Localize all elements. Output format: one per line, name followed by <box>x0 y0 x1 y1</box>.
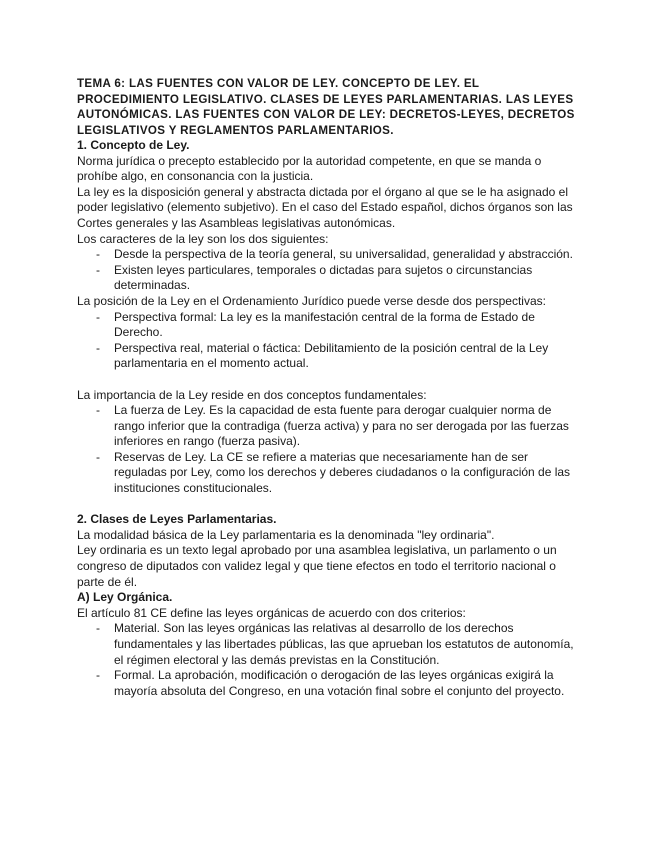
subsection-heading: A) Ley Orgánica. <box>77 590 173 605</box>
bullet-dash: - <box>96 449 100 464</box>
bullet-dash: - <box>96 621 100 636</box>
list-item-text: Material. Son las leyes orgánicas las relativas al desarrollo de los derechos fundamentales y las libertades públicas, las que aprueban los estatutos de autonomía, el régimen electoral y las demás previstas en la Constitución. <box>114 621 574 667</box>
list-item <box>77 621 577 668</box>
list-item <box>77 247 577 263</box>
list-item-text: Perspectiva formal: La ley es la manifestación central de la forma de Estado de Derecho. <box>114 309 535 340</box>
section-2-heading: 2. Clases de Leyes Parlamentarias. <box>77 512 277 527</box>
paragraph: La posición de la Ley en el Ordenamiento Jurídico puede verse desde dos perspectivas: <box>77 293 546 308</box>
document-body <box>77 76 577 699</box>
list-item <box>77 403 577 450</box>
caracteres-list <box>77 247 577 294</box>
bullet-dash: - <box>96 262 100 277</box>
list-item-text: Reservas de Ley. La CE se refiere a materias que necesariamente han de ser reguladas por Ley, como los derechos y deberes ciudadanos o la configuración de las instituciones constitucionales. <box>114 449 571 496</box>
paragraph: El artículo 81 CE define las leyes orgánicas de acuerdo con dos criterios: <box>77 605 466 620</box>
bullet-dash: - <box>96 668 100 683</box>
list-item-text: Desde la perspectiva de la teoría general, su universalidad, generalidad y abstracción. <box>114 247 573 262</box>
paragraph: Los caracteres de la ley son los dos siguientes: <box>77 231 329 246</box>
spacer <box>77 497 577 513</box>
list-item <box>77 263 577 294</box>
criterios-list <box>77 621 577 699</box>
list-item-text: Perspectiva real, material o fáctica: Debilitamiento de la posición central de la Ley parlamentaria en el momento actual. <box>114 340 549 371</box>
paragraph: Ley ordinaria es un texto legal aprobado por una asamblea legislativa, un parlamento o un congreso de diputados con validez legal y que tiene efectos en todo el territorio nacional o parte de él. <box>77 543 557 589</box>
paragraph: La modalidad básica de la Ley parlamentaria es la denominada "ley ordinaria". <box>77 527 495 542</box>
list-item-text: La fuerza de Ley. Es la capacidad de esta fuente para derogar cualquier norma de rango inferior que la contradiga (fuerza activa) y para no ser derogada por las fuerzas inferiores en rango (fuerza pasiva). <box>114 403 569 449</box>
list-item <box>77 310 577 341</box>
list-item <box>77 450 577 497</box>
list-item <box>77 668 577 699</box>
bullet-dash: - <box>96 340 100 355</box>
spacer <box>77 372 577 388</box>
paragraph: La importancia de la Ley reside en dos conceptos fundamentales: <box>77 387 427 402</box>
list-item-text: Formal. La aprobación, modificación o derogación de las leyes orgánicas exigirá la mayoría absoluta del Congreso, en una votación final sobre el conjunto del proyecto. <box>114 668 565 698</box>
paragraph: La ley es la disposición general y abstracta dictada por el órgano al que se le ha asignado el poder legislativo (elemento subjetivo). En el caso del Estado español, dichos órganos son las Cortes generales y las Asambleas legislativas autonómicas. <box>77 184 573 230</box>
list-item-text: Existen leyes particulares, temporales o dictadas para sujetos o circunstancias determinadas. <box>114 262 533 293</box>
section-1-heading: 1. Concepto de Ley. <box>77 138 190 152</box>
list-item <box>77 341 577 372</box>
bullet-dash: - <box>96 309 100 324</box>
paragraph: Norma jurídica o precepto establecido por la autoridad competente, en que se manda o prohíbe algo, en consonancia con la justicia. <box>77 153 542 184</box>
importancia-list <box>77 403 577 497</box>
bullet-dash: - <box>96 403 100 418</box>
posicion-list <box>77 310 577 372</box>
bullet-dash: - <box>96 247 100 262</box>
document-title: TEMA 6: LAS FUENTES CON VALOR DE LEY. CONCEPTO DE LEY. EL PROCEDIMIENTO LEGISLATIVO. CLASES DE LEYES PARLAMENTARIAS. LAS LEYES AUTONÓMICAS. LAS FUENTES CON VALOR DE LEY: DECRETOS-LEYES, DECRETOS LEGISLATIVOS Y REGLAMENTOS PARLAMENTARIOS. <box>77 77 575 137</box>
